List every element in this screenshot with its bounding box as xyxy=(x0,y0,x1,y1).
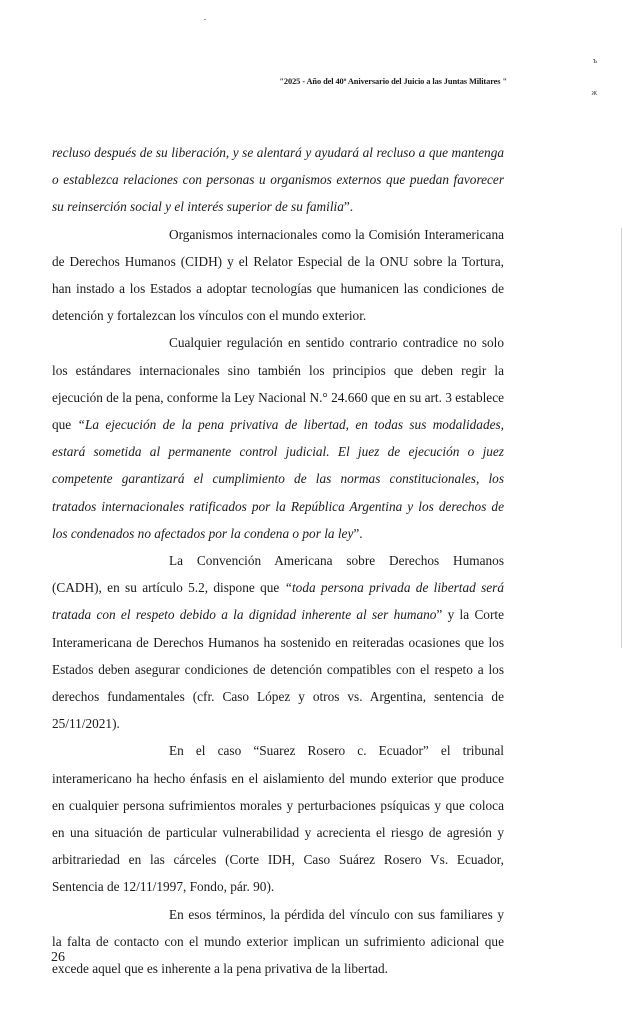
running-header: "2025 - Año del 40º Aniversario del Juicio a las Juntas Militares " xyxy=(279,77,507,86)
text: Organismos internacionales como la Comisión Interamericana de Derechos Humanos (CIDH) y el Relator Especial de la ONU sobre la Tortura, han instado a los Estados a adoptar tecnologías que humanicen las condiciones de detención y fortalezcan los vínculos con el mundo exterior. xyxy=(52,226,504,324)
margin-mark: ъ xyxy=(592,56,597,65)
paragraph xyxy=(52,329,504,547)
page-number: 26 xyxy=(51,950,65,965)
scan-artifact xyxy=(204,19,206,20)
paragraph xyxy=(52,901,504,983)
text: En esos términos, la pérdida del vínculo con sus familiares y la falta de contacto con el mundo exterior implican un sufrimiento adicional que excede aquel que es inherente a la pena privativa de la libertad. xyxy=(52,906,504,977)
text: ” y la Corte Interamericana de Derechos Humanos ha sostenido en reiteradas ocasiones que los Estados deben asegurar condiciones de detención compatibles con el respeto a los derechos fundamentales (cfr. Caso López y otros vs. Argentina, sentencia de 25/11/2021). xyxy=(52,607,504,732)
paragraph xyxy=(52,139,504,221)
italic-text: recluso después de su liberación, y se alentará y ayudará al recluso a que mantenga o establezca relaciones con personas u organismos externos que puedan favorecer su reinserción social y el interés superior de su familia xyxy=(52,145,504,215)
scan-edge-line xyxy=(621,228,622,648)
text: Cualquier regulación en sentido contrario contradice no solo los estándares internacionales sino también los principios que deben regir la ejecución de la pena, conforme la Ley Nacional N.° 24.660 que en su art. 3 establece que xyxy=(52,335,504,433)
margin-mark: ж xyxy=(591,88,597,97)
text: La Convención Americana sobre Derechos Humanos (CADH), en su artículo 5.2, dispone que xyxy=(52,553,504,596)
text: ”. xyxy=(343,199,354,215)
italic-text: “La ejecución de la pena privativa de libertad, en todas sus modalidades, estará sometida al permanente control judicial. El juez de ejecución o juez competente garantizará el cumplimiento de las normas constitucionales, los tratados internacionales ratificados por la República Argentina y los derechos de los condenados no afectados por la condena o por la ley xyxy=(52,417,504,541)
italic-text: “toda persona privada de libertad será tratada con el respeto debido a la dignidad inherente al ser humano xyxy=(52,580,504,623)
paragraph xyxy=(52,547,504,737)
paragraph xyxy=(52,737,504,900)
text: ”. xyxy=(353,525,363,541)
text: En el caso “Suarez Rosero c. Ecuador” el tribunal interamericano ha hecho énfasis en el aislamiento del mundo exterior que produce en cualquier persona sufrimientos morales y perturbaciones psíquicas y que coloca en una situación de particular vulnerabilidad y acrecienta el riesgo de agresión y arbitrariedad en las cárceles (Corte IDH, Caso Suárez Rosero Vs. Ecuador, Sentencia de 12/11/1997, Fondo, pár. 90). xyxy=(52,743,504,895)
paragraph xyxy=(52,221,504,330)
document-body xyxy=(52,139,504,982)
